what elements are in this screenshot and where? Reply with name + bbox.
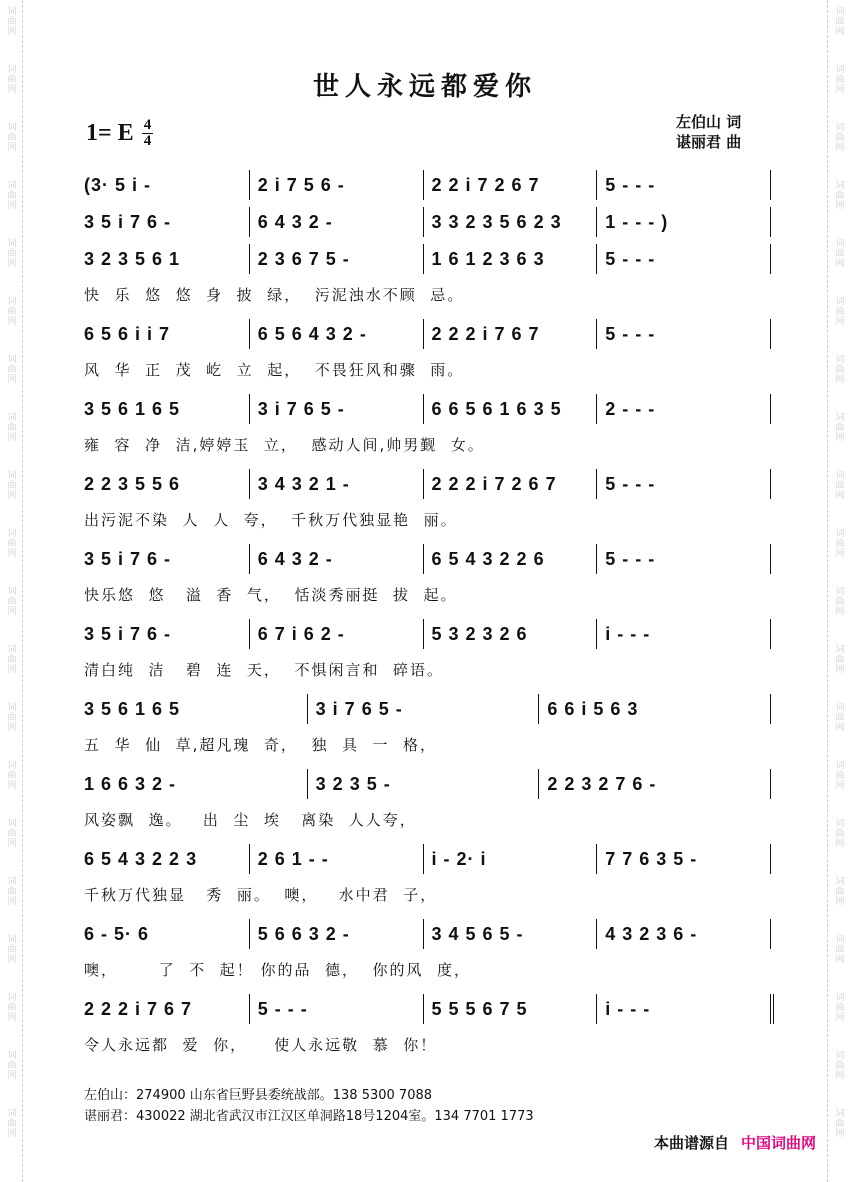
score-system [84, 170, 772, 207]
watermark-mark: 词曲网 [5, 876, 16, 906]
key-signature [86, 118, 153, 149]
watermark-mark: 词曲网 [5, 1050, 16, 1080]
watermark-mark: 词曲网 [5, 296, 16, 326]
score-system [84, 694, 772, 769]
measure: 2 i 7 5 6 - [249, 170, 423, 200]
notation-line [84, 244, 771, 274]
source-prefix: 本曲谱源自 [653, 1134, 729, 1152]
measure: 3 5 6 1 6 5 [84, 699, 181, 719]
score-system [84, 619, 772, 694]
measure: 3 3 2 3 5 6 2 3 [423, 207, 597, 237]
contacts [84, 1085, 534, 1127]
watermark-mark: 词曲网 [5, 1108, 16, 1138]
score-system [84, 919, 772, 994]
source-brand: 中国词曲网 [740, 1134, 816, 1152]
watermark-mark: 词曲网 [5, 586, 16, 616]
measure: 2 2 2 i 7 6 7 [84, 999, 193, 1019]
measure: 2 3 6 7 5 - [249, 244, 423, 274]
notation-line [84, 844, 771, 874]
watermark-mark: 词曲网 [5, 992, 16, 1022]
notation-line [84, 769, 771, 799]
watermark-mark: 词曲网 [5, 934, 16, 964]
measure: 5 - - - [596, 544, 770, 574]
measure: i - 2· i [423, 844, 597, 874]
score-system [84, 469, 772, 544]
watermark-mark: 词曲网 [5, 354, 16, 384]
measure: 3 5 i 7 6 - [84, 549, 172, 569]
measure: 2 2 2 i 7 2 6 7 [423, 469, 597, 499]
watermark-mark: 词曲网 [5, 64, 16, 94]
measure: 5 5 5 6 7 5 [423, 994, 597, 1024]
measure: 3 i 7 6 5 - [249, 394, 423, 424]
measure: 3 2 3 5 6 1 [84, 249, 181, 269]
lyric-line: 清白纯 洁 碧 连 天， 不惧闲言和 碎语。 [84, 661, 444, 679]
watermark-mark: 词曲网 [5, 644, 16, 674]
score-system [84, 394, 772, 469]
notation-line [84, 694, 771, 724]
contact-line: 谌丽君：430022 湖北省武汉市江汉区单洞路18号1204室。134 7701 1773 [84, 1109, 534, 1124]
measure: 1 6 6 3 2 - [84, 774, 177, 794]
score-system [84, 244, 772, 319]
source-line [654, 1132, 816, 1153]
measure: 1 6 1 2 3 6 3 [423, 244, 597, 274]
measure: 5 3 2 3 2 6 [423, 619, 597, 649]
time-top: 4 [143, 117, 152, 133]
score-system [84, 994, 772, 1069]
measure: 3 4 5 6 5 - [423, 919, 597, 949]
left-watermark-strip [0, 0, 23, 1182]
score-system [84, 844, 772, 919]
measure: 7 7 6 3 5 - [596, 844, 770, 874]
watermark-mark: 词曲网 [833, 992, 844, 1022]
watermark-mark: 词曲网 [833, 6, 844, 36]
measure: 2 2 3 5 5 6 [84, 474, 181, 494]
watermark-mark: 词曲网 [833, 586, 844, 616]
watermark-mark: 词曲网 [833, 934, 844, 964]
watermark-mark: 词曲网 [833, 818, 844, 848]
watermark-mark: 词曲网 [5, 122, 16, 152]
measure: 1 - - - ) [596, 207, 770, 237]
watermark-mark: 词曲网 [5, 180, 16, 210]
composer-credit: 谌丽君 曲 [676, 133, 742, 151]
score-system [84, 544, 772, 619]
watermark-mark: 词曲网 [833, 122, 844, 152]
measure: 3 5 i 7 6 - [84, 624, 172, 644]
measure: 5 - - - [596, 170, 770, 200]
measure: 6 7 i 6 2 - [249, 619, 423, 649]
lyric-line: 令人永远都 爱 你， 使人永远敬 慕 你！ [84, 1036, 438, 1054]
watermark-mark: 词曲网 [833, 180, 844, 210]
measure: 6 6 5 6 1 6 3 5 [423, 394, 597, 424]
contact-line: 左伯山：274900 山东省巨野县委统战部。138 5300 7088 [84, 1088, 433, 1103]
lyric-line: 快 乐 悠 悠 身 披 绿， 污泥浊水不顾 忌。 [84, 286, 465, 304]
song-title: 世人永远都爱你 [312, 72, 537, 102]
measure: 6 4 3 2 - [249, 207, 423, 237]
notation-line [84, 994, 774, 1024]
watermark-mark: 词曲网 [5, 760, 16, 790]
watermark-mark: 词曲网 [5, 470, 16, 500]
notation-line [84, 469, 771, 499]
notation-line [84, 170, 771, 200]
watermark-mark: 词曲网 [833, 760, 844, 790]
watermark-mark: 词曲网 [833, 1108, 844, 1138]
watermark-mark: 词曲网 [833, 412, 844, 442]
measure: 6 4 3 2 - [249, 544, 423, 574]
watermark-mark: 词曲网 [833, 470, 844, 500]
watermark-mark: 词曲网 [833, 64, 844, 94]
measure: 2 6 1 - - [249, 844, 423, 874]
measure: i - - - [596, 619, 770, 649]
watermark-mark: 词曲网 [833, 238, 844, 268]
measure: 5 - - - [596, 244, 770, 274]
measure: 2 - - - [596, 394, 770, 424]
watermark-mark: 词曲网 [833, 876, 844, 906]
watermark-mark: 词曲网 [5, 238, 16, 268]
measure: (3· 5 i - [84, 175, 152, 195]
measure: 3 2 3 5 - [307, 769, 539, 799]
measure: 3 5 6 1 6 5 [84, 399, 181, 419]
watermark-mark: 词曲网 [833, 528, 844, 558]
notation-line [84, 544, 771, 574]
watermark-mark: 词曲网 [833, 644, 844, 674]
score [84, 170, 772, 1069]
measure: 2 2 2 i 7 6 7 [423, 319, 597, 349]
measure: 6 6 i 5 6 3 [538, 694, 770, 724]
watermark-mark: 词曲网 [833, 354, 844, 384]
measure: 5 - - - [249, 994, 423, 1024]
lyric-line: 快乐悠 悠 溢 香 气， 恬淡秀丽挺 拔 起。 [84, 586, 458, 604]
notation-line [84, 207, 771, 237]
watermark-mark: 词曲网 [833, 296, 844, 326]
notation-line [84, 319, 771, 349]
lyric-line: 五 华 仙 草,超凡瑰 奇， 独 具 一 格， [84, 736, 438, 754]
measure: i - - - [596, 994, 770, 1024]
watermark-mark: 词曲网 [5, 702, 16, 732]
measure: 5 - - - [596, 469, 770, 499]
watermark-mark: 词曲网 [833, 702, 844, 732]
score-system [84, 319, 772, 394]
lyric-line: 出污泥不染 人 人 夸， 千秋万代独显艳 丽。 [84, 511, 458, 529]
measure: 6 5 6 4 3 2 - [249, 319, 423, 349]
watermark-mark: 词曲网 [5, 412, 16, 442]
credits [676, 112, 741, 152]
notation-line [84, 919, 771, 949]
measure: 2 2 i 7 2 6 7 [423, 170, 597, 200]
measure: 6 5 4 3 2 2 6 [423, 544, 597, 574]
measure: 5 - - - [596, 319, 770, 349]
watermark-mark: 词曲网 [833, 1050, 844, 1080]
watermark-mark: 词曲网 [5, 6, 16, 36]
measure: 3 i 7 6 5 - [307, 694, 539, 724]
measure: 5 6 6 3 2 - [249, 919, 423, 949]
notation-line [84, 394, 771, 424]
measure: 4 3 2 3 6 - [596, 919, 770, 949]
watermark-mark: 词曲网 [5, 528, 16, 558]
lyric-line: 雍 容 净 洁,婷婷玉 立， 感动人间,帅男觐 女。 [84, 436, 485, 454]
lyric-line: 风 华 正 茂 屹 立 起， 不畏狂风和骤 雨。 [84, 361, 465, 379]
lyricist-credit: 左伯山 词 [676, 113, 742, 131]
lyric-line: 风姿飘 逸。 出 尘 埃 离染 人人夸， [84, 811, 417, 829]
key-label: 1= E [86, 120, 134, 146]
time-bottom: 4 [143, 133, 152, 149]
lyric-line: 噢， 了 不 起！ 你的品 德， 你的风 度， [84, 961, 472, 979]
measure: 3 4 3 2 1 - [249, 469, 423, 499]
watermark-mark: 词曲网 [5, 818, 16, 848]
measure: 6 5 4 3 2 2 3 [84, 849, 198, 869]
measure: 6 5 6 i i 7 [84, 324, 171, 344]
time-signature [142, 118, 154, 149]
notation-line [84, 619, 771, 649]
right-watermark-strip [827, 0, 850, 1182]
measure: 6 - 5· 6 [84, 924, 150, 944]
measure: 3 5 i 7 6 - [84, 212, 172, 232]
score-system [84, 207, 772, 244]
lyric-line: 千秋万代独显 秀 丽。 噢， 水中君 子， [84, 886, 438, 904]
score-system [84, 769, 772, 844]
measure: 2 2 3 2 7 6 - [538, 769, 770, 799]
